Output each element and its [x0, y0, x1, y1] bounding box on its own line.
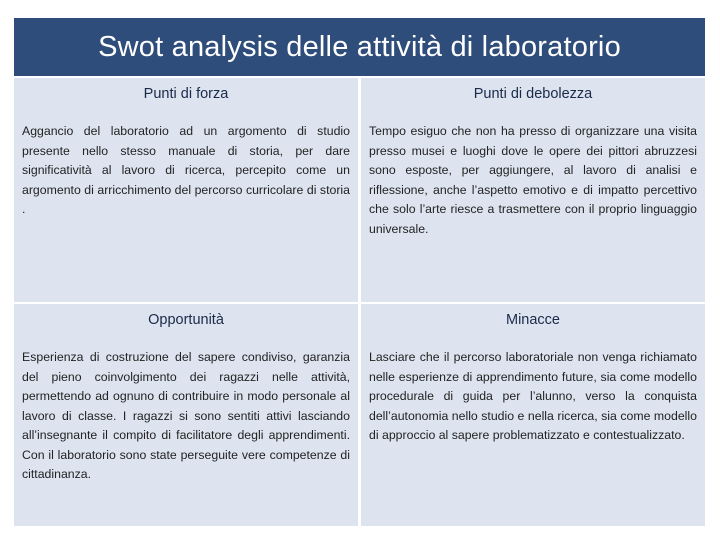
- threats-heading: Minacce: [506, 312, 560, 328]
- weaknesses-cell: [361, 78, 705, 302]
- opportunities-heading: Opportunità: [148, 312, 224, 328]
- threats-text: Lasciare che il percorso laboratoriale non venga richiamato nelle esperienze di apprendimento future, sia come modello procedurale di guida per l’alunno, verso la conquista dell’autonomia nello studio e nella ricerca, sia come modello di approccio al sapere problematizzato e contestualizzato.: [369, 350, 697, 442]
- strengths-text: Aggancio del laboratorio ad un argomento di studio presente nello stesso manuale di storia, per dare significatività al lavoro di ricerca, percepito come un argomento di arricchimento del percorso curricolare di storia .: [22, 124, 350, 216]
- weaknesses-text: Tempo esiguo che non ha presso di organizzare una visita presso musei e luoghi dove le opere dei pittori abruzzesi sono esposte, per aggiungere, al lavoro di analisi e riflessione, anche l’aspetto emotivo e di impatto percettivo che solo l’arte riesce a trasmettere con il proprio linguaggio universale.: [369, 124, 697, 236]
- threats-cell: [361, 304, 705, 526]
- slide-title-text: Swot analysis delle attività di laboratorio: [98, 30, 621, 63]
- strengths-cell: [14, 78, 358, 302]
- strengths-heading: Punti di forza: [143, 86, 229, 102]
- opportunities-text: Esperienza di costruzione del sapere condiviso, garanzia del pieno coinvolgimento dei ragazzi nelle attività, permettendo ad ognuno di contribuire in modo personale al lavoro di classe. I ragazzi si sono sentiti attivi lasciando all’insegnante il compito di facilitatore degli apprendimenti. Con il laboratorio sono state perseguite vere competenze di cittadinanza.: [22, 350, 350, 481]
- slide-title: [14, 18, 705, 76]
- weaknesses-heading: Punti di debolezza: [473, 86, 593, 102]
- opportunities-cell: [14, 304, 358, 526]
